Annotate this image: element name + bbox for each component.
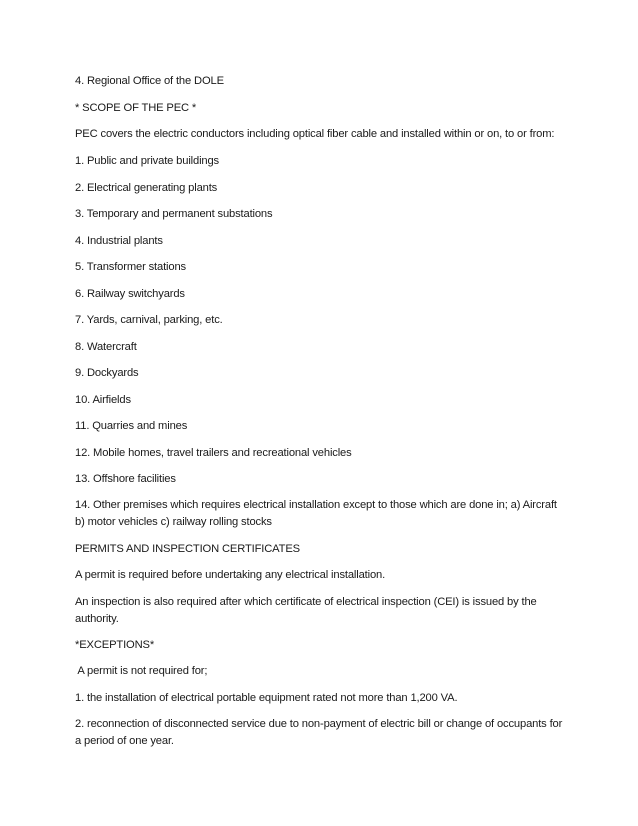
heading-permits-and-inspection: PERMITS AND INSPECTION CERTIFICATES: [75, 543, 300, 555]
paragraph-permit-not-required: A permit is not required for;: [75, 665, 208, 677]
list-item: 11. Quarries and mines: [75, 420, 188, 432]
list-item: 1. Public and private buildings: [75, 155, 219, 167]
paragraph-regional-office: 4. Regional Office of the DOLE: [75, 75, 224, 87]
paragraph-inspection-required: An inspection is also required after which certificate of electrical inspection (CEI) is issued by the authority.: [75, 596, 537, 625]
list-item: 14. Other premises which requires electrical installation except to those which are done in; a) Aircraft b) motor vehicles c) railway rolling stocks: [75, 499, 557, 528]
paragraph-permit-required: A permit is required before undertaking any electrical installation.: [75, 569, 386, 581]
list-item: 8. Watercraft: [75, 341, 137, 353]
list-item: 6. Railway switchyards: [75, 288, 185, 300]
heading-scope-of-pec: * SCOPE OF THE PEC *: [75, 102, 197, 114]
list-item: 2. reconnection of disconnected service due to non-payment of electric bill or change of occupants for a period of one year.: [75, 718, 563, 747]
list-item: 1. the installation of electrical portable equipment rated not more than 1,200 VA.: [75, 692, 458, 704]
list-item: 3. Temporary and permanent substations: [75, 208, 273, 220]
list-item: 5. Transformer stations: [75, 261, 186, 273]
list-item: 12. Mobile homes, travel trailers and recreational vehicles: [75, 447, 352, 459]
list-item: 13. Offshore facilities: [75, 473, 176, 485]
heading-exceptions: *EXCEPTIONS*: [75, 639, 155, 651]
paragraph-pec-covers: PEC covers the electric conductors including optical fiber cable and installed within or on, to or from:: [75, 128, 555, 140]
list-item: 10. Airfields: [75, 394, 131, 406]
list-item: 4. Industrial plants: [75, 235, 163, 247]
list-item: 2. Electrical generating plants: [75, 182, 218, 194]
list-item: 7. Yards, carnival, parking, etc.: [75, 314, 223, 326]
list-item: 9. Dockyards: [75, 367, 139, 379]
